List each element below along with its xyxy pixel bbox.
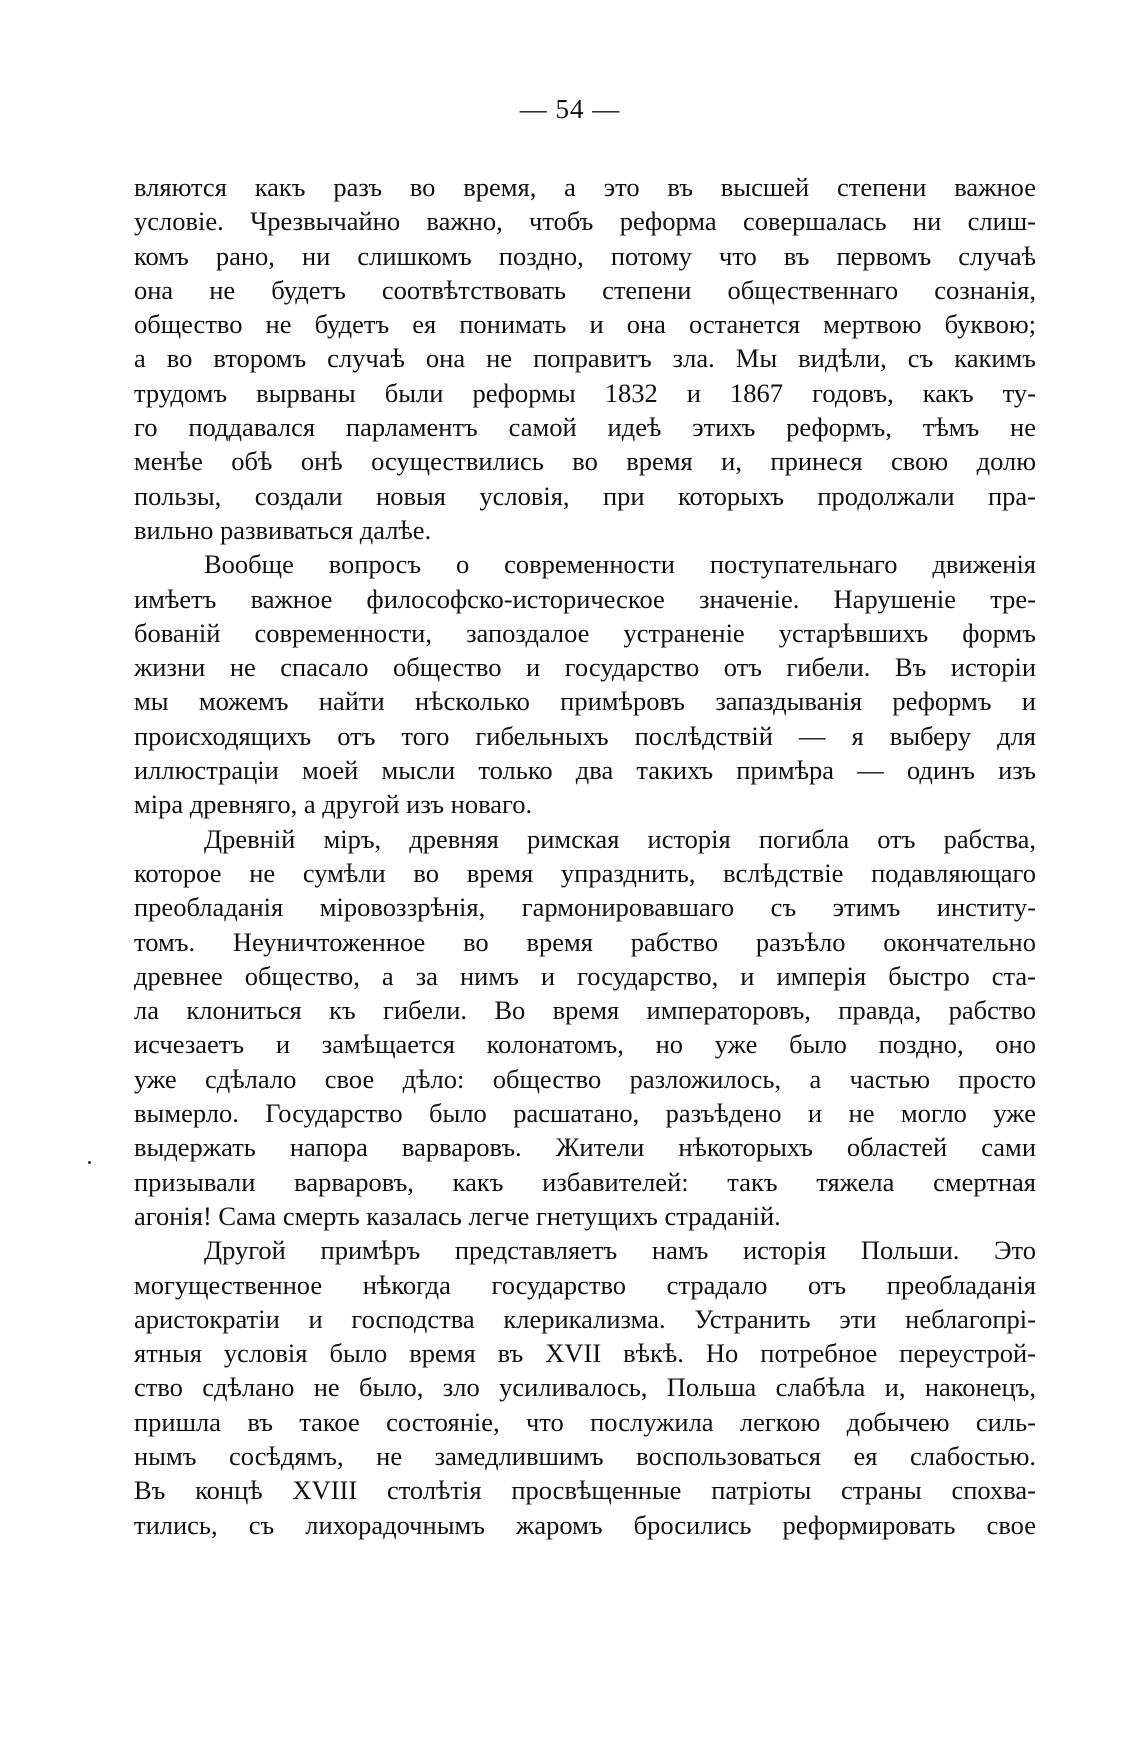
text-line: преобладанія міровоззрѣнія, гармонировавшаго съ этимъ институ- bbox=[134, 892, 1036, 923]
text-line: уже сдѣлало свое дѣло: общество разложилось, а частью просто bbox=[134, 1063, 1036, 1094]
text-line: трудомъ вырваны были реформы 1832 и 1867 годовъ, какъ ту- bbox=[134, 377, 1036, 408]
text-line: а во второмъ случаѣ она не поправитъ зла. Мы видѣли, съ какимъ bbox=[134, 343, 1036, 374]
text-line: ла клониться къ гибели. Во время императоровъ, правда, рабство bbox=[134, 995, 1036, 1026]
text-line: могущественное нѣкогда государство страдало отъ преобладанія bbox=[134, 1269, 1036, 1300]
text-line: ятныя условія было время въ XVII вѣкѣ. Но потребное переустрой- bbox=[134, 1338, 1036, 1369]
text-line: агонія! Сама смерть казалась легче гнетущихъ страданій. bbox=[134, 1200, 781, 1231]
text-line: общество не будетъ ея понимать и она останется мертвою буквою; bbox=[134, 309, 1036, 340]
text-line: вымерло. Государство было расшатано, разъѣдено и не могло уже bbox=[134, 1098, 1036, 1129]
text-line: иллюстраціи моей мысли только два такихъ примѣра — одинъ изъ bbox=[134, 755, 1036, 786]
text-line: жизни не спасало общество и государство отъ гибели. Въ исторіи bbox=[134, 652, 1036, 683]
text-line: томъ. Неуничтоженное во время рабство разъѣло окончательно bbox=[134, 926, 1036, 957]
text-line: тились, съ лихорадочнымъ жаромъ бросились реформировать свое bbox=[134, 1509, 1036, 1540]
scan-speck bbox=[88, 1161, 91, 1164]
text-line: комъ рано, ни слишкомъ поздно, потому что въ первомъ случаѣ bbox=[134, 240, 1036, 271]
text-line: менѣе обѣ онѣ осуществились во время и, принеся свою долю bbox=[134, 446, 1036, 477]
text-line: условіе. Чрезвычайно важно, чтобъ реформа совершалась ни слиш- bbox=[134, 206, 1036, 237]
text-line: пришла въ такое состояніе, что послужила легкою добычею силь- bbox=[134, 1406, 1036, 1437]
text-line: выдержать напора варваровъ. Жители нѣкоторыхъ областей сами bbox=[134, 1132, 1036, 1163]
page-number: — 54 — bbox=[519, 94, 621, 124]
text-line: которое не сумѣли во время упразднить, вслѣдствіе подавляющаго bbox=[134, 857, 1036, 888]
text-line: вляются какъ разъ во время, а это въ высшей степени важное bbox=[134, 172, 1036, 202]
paragraph-first-line: Другой примѣръ представляетъ намъ исторія Польши. Это bbox=[204, 1235, 1036, 1266]
text-line: имѣетъ важное философско-историческое значеніе. Нарушеніе тре- bbox=[134, 583, 1036, 614]
text-line: Въ концѣ XVIII столѣтія просвѣщенные патріоты страны спохва- bbox=[134, 1475, 1036, 1506]
paragraph-first-line: Древній міръ, древняя римская исторія погибла отъ рабства, bbox=[204, 823, 1036, 854]
text-line: она не будетъ соотвѣтствовать степени общественнаго сознанія, bbox=[134, 274, 1036, 305]
text-line: бованій современности, запоздалое устраненіе устарѣвшихъ формъ bbox=[134, 617, 1036, 648]
text-line: древнее общество, а за нимъ и государство, и имперія быстро ста- bbox=[134, 960, 1036, 991]
text-line: міра древняго, а другой изъ новаго. bbox=[134, 789, 533, 820]
text-line: пользы, создали новыя условія, при которыхъ продолжали пра- bbox=[134, 480, 1036, 511]
text-line: мы можемъ найти нѣсколько примѣровъ запаздыванія реформъ и bbox=[134, 686, 1036, 717]
text-line: го поддавался парламентъ самой идеѣ этихъ реформъ, тѣмъ не bbox=[134, 412, 1036, 443]
body-text bbox=[134, 170, 1036, 1542]
text-line: аристократіи и господства клерикализма. Устранить эти неблагопрі- bbox=[134, 1303, 1036, 1334]
text-line: исчезаетъ и замѣщается колонатомъ, но уже было поздно, оно bbox=[134, 1029, 1036, 1060]
text-line: происходящихъ отъ того гибельныхъ послѣдствій — я выберу для bbox=[134, 720, 1036, 751]
text-line: нымъ сосѣдямъ, не замедлившимъ воспользоваться ея слабостью. bbox=[134, 1440, 1036, 1471]
paragraph-first-line: Вообще вопросъ о современности поступательнаго движенія bbox=[204, 549, 1036, 580]
text-line: призывали варваровъ, какъ избавителей: такъ тяжела смертная bbox=[134, 1166, 1036, 1197]
text-line: ство сдѣлано не было, зло усиливалось, Польша слабѣла и, наконецъ, bbox=[134, 1372, 1036, 1403]
text-line: вильно развиваться далѣе. bbox=[134, 514, 432, 545]
